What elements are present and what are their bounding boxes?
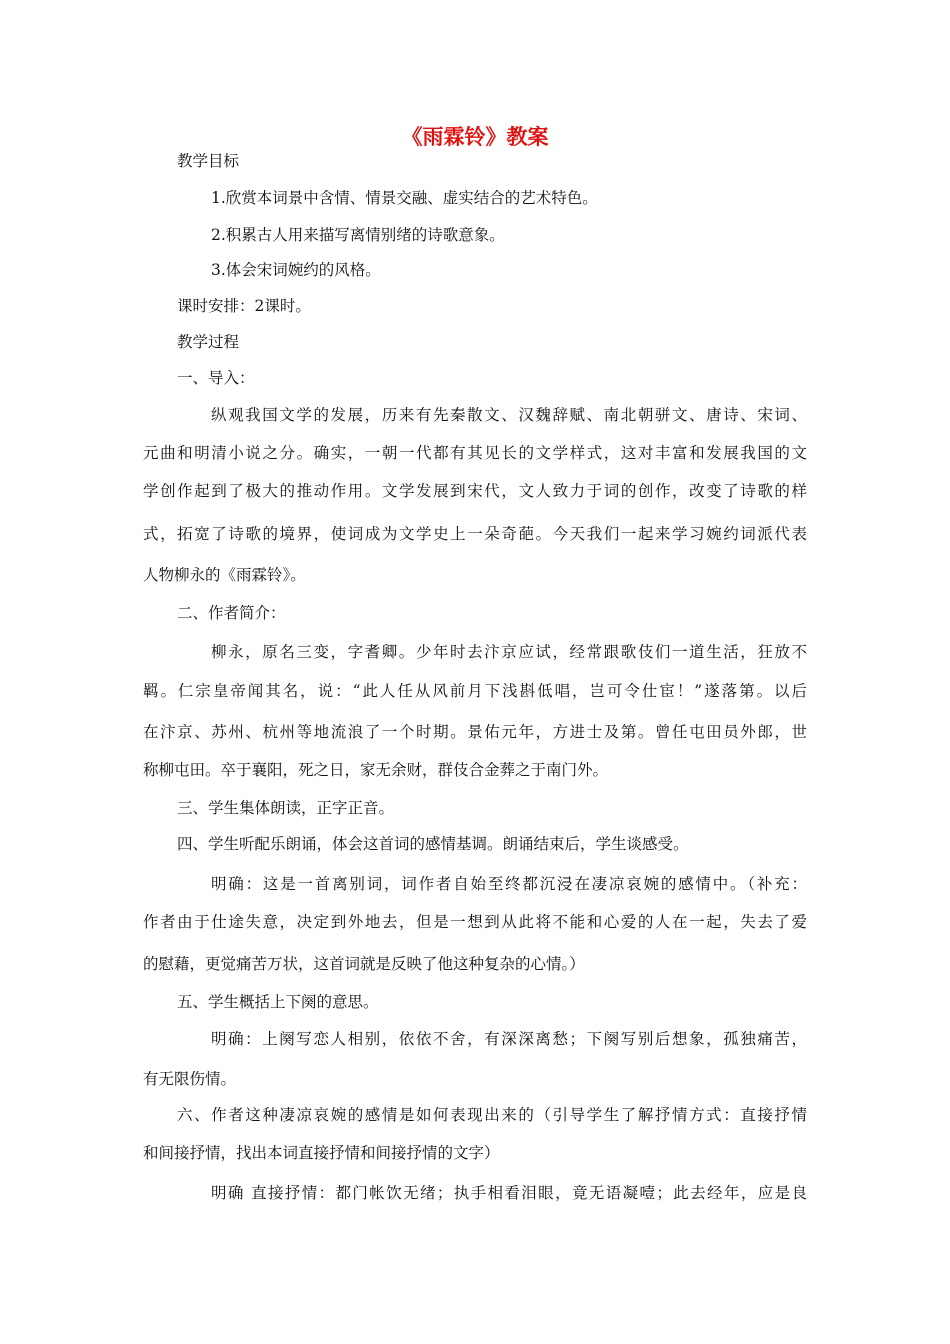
paragraph-line: 柳永，原名三变，字耆卿。少年时去汴京应试，经常跟歌伎们一道生活，狂放不 bbox=[211, 643, 807, 661]
objective-item: 1.欣赏本词景中含情、情景交融、虚实结合的艺术特色。 bbox=[211, 189, 598, 207]
paragraph-line: 的慰藉，更觉痛苦万状，这首词就是反映了他这种复杂的心情。） bbox=[143, 955, 585, 973]
paragraph-line: 明确 直接抒情：都门帐饮无绪；执手相看泪眼，竟无语凝噎；此去经年，应是良 bbox=[211, 1184, 807, 1202]
objective-item: 2.积累古人用来描写离情别绪的诗歌意象。 bbox=[211, 226, 505, 244]
paragraph-line: 羁。仁宗皇帝闻其名，说：“此人任从风前月下浅斟低唱，岂可令仕宦！”遂落第。以后 bbox=[143, 682, 807, 700]
section-heading: 三、学生集体朗读，正字正音。 bbox=[177, 799, 395, 817]
document-title: 《雨霖铃》教案 bbox=[401, 125, 549, 149]
paragraph-line: 称柳屯田。卒于襄阳，死之日，家无余财，群伎合金葬之于南门外。 bbox=[143, 761, 609, 779]
schedule-text: 课时安排：2课时。 bbox=[177, 297, 311, 315]
section-heading: 一、导入： bbox=[177, 369, 255, 387]
objectives-heading: 教学目标 bbox=[177, 152, 240, 170]
paragraph-line: 元曲和明清小说之分。确实，一朝一代都有其见长的文学样式，这对丰富和发展我国的文 bbox=[143, 444, 807, 462]
paragraph-line: 作者由于仕途失意，决定到外地去，但是一想到从此将不能和心爱的人在一起，失去了爱 bbox=[143, 913, 807, 931]
paragraph-line: 学创作起到了极大的推动作用。文学发展到宋代，文人致力于词的创作，改变了诗歌的样 bbox=[143, 482, 807, 500]
paragraph-line: 有无限伤情。 bbox=[143, 1070, 237, 1088]
paragraph-line: 式，拓宽了诗歌的境界，使词成为文学史上一朵奇葩。今天我们一起来学习婉约词派代表 bbox=[143, 525, 807, 543]
section-heading: 五、学生概括上下阕的意思。 bbox=[177, 993, 379, 1011]
paragraph-line: 明确：上阕写恋人相别，依依不舍，有深深离愁；下阕写别后想象，孤独痛苦， bbox=[211, 1030, 807, 1048]
section-heading: 二、作者简介： bbox=[177, 604, 286, 622]
paragraph-line: 和间接抒情，找出本词直接抒情和间接抒情的文字） bbox=[143, 1144, 500, 1162]
section-heading: 四、学生听配乐朗诵，体会这首词的感情基调。朗诵结束后，学生谈感受。 bbox=[177, 835, 689, 853]
objective-item: 3.体会宋词婉约的风格。 bbox=[211, 261, 381, 279]
section-heading: 六、作者这种凄凉哀婉的感情是如何表现出来的（引导学生了解抒情方式：直接抒情 bbox=[177, 1106, 807, 1124]
paragraph-line: 在汴京、苏州、杭州等地流浪了一个时期。景佑元年，方进士及第。曾任屯田员外郎，世 bbox=[143, 723, 807, 741]
paragraph-line: 明确：这是一首离别词，词作者自始至终都沉浸在凄凉哀婉的感情中。（补充： bbox=[211, 875, 807, 893]
process-heading: 教学过程 bbox=[177, 333, 240, 351]
paragraph-line: 人物柳永的《雨霖铃》。 bbox=[143, 566, 306, 584]
paragraph-line: 纵观我国文学的发展，历来有先秦散文、汉魏辞赋、南北朝骈文、唐诗、宋词、 bbox=[211, 406, 807, 424]
